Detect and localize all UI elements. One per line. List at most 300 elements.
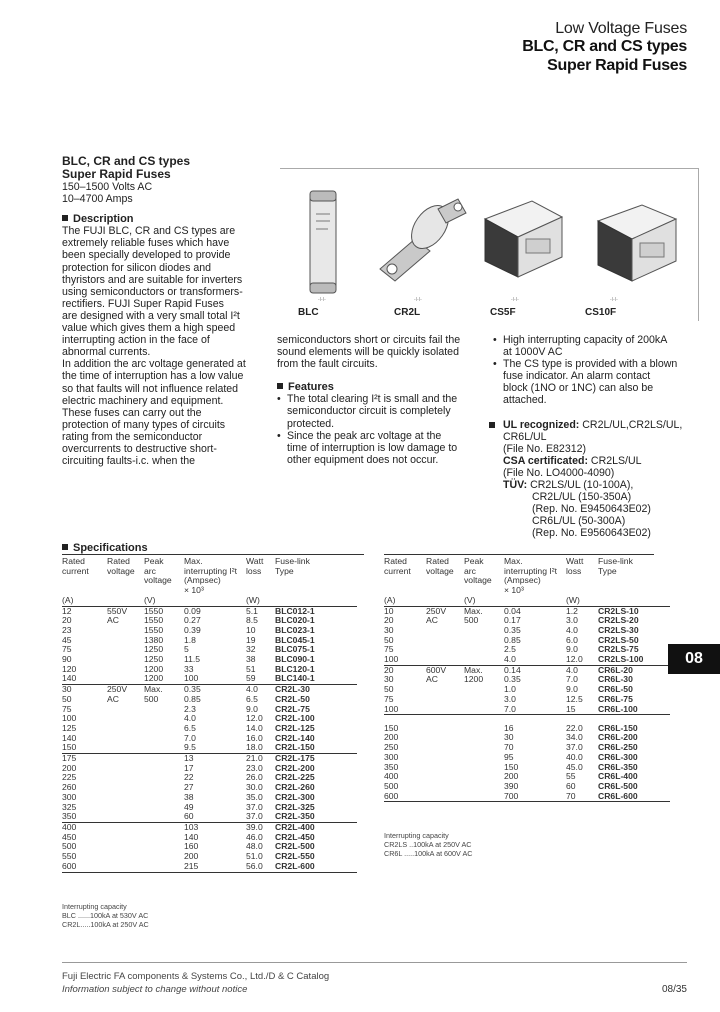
table-cell: Max.: [464, 664, 483, 675]
photo-label-cr2l: CR2L: [394, 307, 421, 318]
text-line: at 1000V AC: [503, 346, 563, 359]
square-bullet-icon: [62, 544, 68, 550]
text-line: • Since the peak arc voltage at the: [287, 429, 442, 442]
table-cell: 140: [62, 732, 77, 743]
table-row: [62, 862, 357, 872]
text-line: In addition the arc voltage generated at: [62, 358, 246, 371]
table-cell: 550: [62, 851, 77, 862]
table-cell: BLC020-1: [275, 615, 315, 626]
photo-label-blc: BLC: [298, 307, 319, 318]
table-cell: 160: [184, 841, 199, 852]
cs5f-fuse-image: [485, 201, 562, 277]
table-cell: 500: [384, 780, 399, 791]
table-cell: [426, 724, 464, 734]
text-line: (File No. E82312): [503, 442, 587, 455]
table-cell: [144, 852, 184, 862]
table-cell: CR2L-150: [275, 742, 315, 753]
table-cell: [107, 665, 144, 675]
table-cell: CR2L-350: [275, 811, 315, 822]
table-cell: [107, 705, 144, 715]
table-cell: 225: [62, 772, 77, 783]
table-cell: [426, 763, 464, 773]
table-cell: CR2LS-30: [598, 624, 639, 635]
table-cell: 0.04: [504, 605, 521, 616]
text-line: CR6L/UL (50-300A): [532, 515, 626, 528]
table-cell: 100: [384, 703, 399, 714]
table-cell: CR6L-350: [598, 761, 638, 772]
table-cell: 4.0: [246, 684, 258, 695]
certifications: [493, 419, 698, 540]
table-cell: BLC045-1: [275, 634, 315, 645]
text-line: electric machinery and equipment.: [62, 394, 224, 407]
table-cell: 200: [504, 771, 519, 782]
text-line: value which gives them a high speed: [62, 322, 236, 335]
table-cell: 35.0: [246, 791, 263, 802]
table-cell: 10: [246, 624, 256, 635]
table-cell: 6.5: [184, 722, 196, 733]
table-row: [62, 812, 357, 822]
table-cell: [464, 655, 504, 665]
text-line: thyristors and are suitable for inverters: [62, 273, 243, 286]
text-line: from the fault circuits.: [277, 358, 378, 371]
table-cell: 30: [62, 684, 72, 695]
header-title: BLC, CR and CS types: [522, 38, 687, 55]
square-bullet-icon: [277, 383, 283, 389]
bullet-item: [277, 430, 477, 466]
table-cell: 30.0: [246, 782, 263, 793]
table-cell: [464, 705, 504, 715]
table-cell: 12: [62, 605, 72, 616]
right-bullets: [493, 334, 698, 407]
table-cell: CR2L-75: [275, 703, 310, 714]
table-cell: 300: [62, 791, 77, 802]
table-cell: [107, 793, 144, 803]
table-cell: 500: [144, 693, 159, 704]
table-cell: 250V: [107, 684, 128, 695]
table-cell: 4.0: [566, 624, 578, 635]
table-cell: 51.0: [246, 851, 263, 862]
text-line: the time of interruption has a low value: [62, 370, 244, 383]
table-cell: 15: [566, 703, 576, 714]
text-line: • High interrupting capacity of 200kA: [503, 334, 668, 346]
table-cell: 450: [62, 831, 77, 842]
table-cell: 4.0: [184, 713, 196, 724]
table-cell: Max.: [464, 605, 483, 616]
table-cell: (W): [566, 594, 580, 605]
table-cell: [464, 782, 504, 792]
table-cell: 30: [384, 624, 394, 635]
intro-block: [62, 155, 267, 467]
table-cell: 50: [62, 693, 72, 704]
table-cell: 2.5: [504, 644, 516, 655]
table-cell: 0.09: [184, 605, 201, 616]
table-cell: 600V: [426, 664, 447, 675]
text-line: extremely reliable fuses which have: [62, 237, 230, 250]
table-cell: 6.0: [566, 634, 578, 645]
table-cell: 1.2: [566, 605, 578, 616]
table-cell: [426, 695, 464, 705]
section-tab: 08: [668, 644, 720, 674]
table-cell: [144, 714, 184, 724]
table-cell: [464, 733, 504, 743]
table-cell: 1550: [144, 624, 164, 635]
table-cell: 22: [184, 772, 194, 783]
table-cell: Watt loss: [246, 556, 264, 576]
text-line: sound elements will be quickly isolated: [277, 346, 459, 359]
text-line: using semiconductors or transformers-: [62, 285, 243, 298]
table-cell: CR2L-125: [275, 722, 315, 733]
table-cell: 20: [384, 664, 394, 675]
text-line: (Rep. No. E9450643E02): [532, 503, 651, 516]
table-cell: CR6L-20: [598, 664, 633, 675]
table-cell: [464, 743, 504, 753]
table-cell: 1250: [144, 654, 164, 665]
table-cell: 3.0: [504, 693, 516, 704]
table-cell: [426, 792, 464, 802]
table-cell: 1200: [144, 663, 164, 674]
csa-text: CR2LS/UL: [587, 454, 642, 467]
table-cell: CR2LS-50: [598, 634, 639, 645]
table-cell: [107, 783, 144, 793]
table-cell: 100: [384, 654, 399, 665]
table-cell: 45.0: [566, 761, 583, 772]
table-cell: [426, 772, 464, 782]
text-line: fuse indicator. An alarm contact: [503, 370, 651, 383]
photo-code-cr2l: -I-I-: [414, 297, 422, 303]
table-cell: CR2LS-100: [598, 654, 644, 665]
table-cell: 1.8: [184, 634, 196, 645]
table-cell: AC: [107, 693, 119, 704]
table-cell: [144, 842, 184, 852]
table-cell: 150: [384, 722, 399, 733]
table-cell: 140: [62, 673, 77, 684]
table-cell: [107, 842, 144, 852]
text-line: been specially developed to provide: [62, 249, 231, 262]
table-cell: [426, 626, 464, 636]
table-cell: [107, 764, 144, 774]
table-cell: CR2LS-10: [598, 605, 639, 616]
text-line: interrupting action in the face of: [62, 334, 210, 347]
text-line: are designed with a very small total I²t: [62, 309, 240, 322]
table-cell: 95: [504, 751, 514, 762]
table-cell: [144, 793, 184, 803]
table-cell: Rated voltage: [107, 556, 135, 576]
table-cell: 39.0: [246, 821, 263, 832]
intro-amps: 10–4700 Amps: [62, 193, 133, 206]
table-cell: [426, 645, 464, 655]
table-cell: 4.0: [504, 654, 516, 665]
table-cell: 9.0: [246, 703, 258, 714]
table-cell: 350: [384, 761, 399, 772]
table-cell: 12.5: [566, 693, 583, 704]
table-cell: [107, 655, 144, 665]
table-cell: [464, 636, 504, 646]
table-cell: 60: [184, 811, 194, 822]
tuv-details: [493, 491, 698, 539]
table-cell: [426, 743, 464, 753]
features-list: [277, 393, 477, 466]
table-cell: 0.39: [184, 624, 201, 635]
table-cell: [464, 695, 504, 705]
table-cell: 1200: [144, 673, 164, 684]
table-cell: 38: [184, 791, 194, 802]
table-cell: CR2LS-20: [598, 615, 639, 626]
table-cell: 13: [184, 753, 194, 764]
table-cell: [426, 685, 464, 695]
table-cell: 0.85: [504, 634, 521, 645]
table-cell: [426, 782, 464, 792]
table-cell: 17: [184, 762, 194, 773]
table-cell: 100: [184, 673, 199, 684]
table-cell: 49: [184, 801, 194, 812]
square-bullet-icon: [62, 215, 68, 221]
table-cell: CR6L-75: [598, 693, 633, 704]
header-subtitle: Super Rapid Fuses: [547, 57, 687, 74]
table-cell: [504, 596, 566, 606]
footer-rule: [62, 962, 687, 963]
table-cell: CR6L-50: [598, 684, 633, 695]
table-cell: 550V: [107, 605, 128, 616]
table-cell: 9.0: [566, 644, 578, 655]
table-cell: [107, 734, 144, 744]
text-line: rating from the semiconductor: [62, 430, 203, 443]
table-cell: 250: [384, 742, 399, 753]
table-cell: 10: [384, 605, 394, 616]
table-cell: 103: [184, 821, 199, 832]
text-line: semiconductors short or circuits fail the: [277, 334, 461, 346]
table-cell: 75: [384, 693, 394, 704]
table-cell: BLC140-1: [275, 673, 315, 684]
table-cell: [598, 596, 670, 606]
text-line: (File No. LO4000-4090): [503, 466, 615, 479]
table-cell: Max. interrupting I²t (Ampsec) × 10³: [184, 556, 238, 596]
table-cell: 6.5: [246, 693, 258, 704]
table-row: [62, 743, 357, 753]
table-cell: (A): [62, 594, 74, 605]
table-cell: 34.0: [566, 732, 583, 743]
table-cell: 20: [62, 615, 72, 626]
table-cell: [426, 596, 464, 606]
table-cell: 4.0: [566, 664, 578, 675]
table-cell: 50: [384, 634, 394, 645]
table-units-row: [384, 596, 670, 606]
table-cell: AC: [426, 615, 438, 626]
table-cell: CR2LS-75: [598, 644, 639, 655]
table-header-row: [384, 557, 670, 596]
table-cell: [426, 705, 464, 715]
table-row: [384, 705, 670, 715]
table-cell: 1200: [464, 674, 484, 685]
blc-fuse-image: [310, 191, 336, 293]
note-line: CR2LS ..100kA at 250V AC: [384, 840, 472, 849]
table-cell: CR2L-200: [275, 762, 315, 773]
table-cell: 250V: [426, 605, 447, 616]
table-cell: 300: [384, 751, 399, 762]
description-paragraph-3: [277, 334, 477, 370]
table-cell: BLC090-1: [275, 654, 315, 665]
table-cell: CR6L-400: [598, 771, 638, 782]
table-cell: 1550: [144, 605, 164, 616]
table-cell: CR6L-250: [598, 742, 638, 753]
table-cell: AC: [426, 674, 438, 685]
footer-company: Fuji Electric FA components & Systems Co., Ltd./D & C Catalog: [62, 971, 330, 982]
table-cell: 1380: [144, 634, 164, 645]
table-cell: 200: [184, 851, 199, 862]
table-cell: BLC120-1: [275, 663, 315, 674]
table-cell: [144, 833, 184, 843]
table-cell: 55: [566, 771, 576, 782]
table-cell: 46.0: [246, 831, 263, 842]
table-cell: 11.5: [184, 654, 201, 665]
cr2l-fuse-image: [380, 199, 466, 281]
table-cell: [144, 812, 184, 822]
text-line: These fuses can carry out the: [62, 406, 202, 419]
table-cell: 50: [384, 684, 394, 695]
tuv-text: CR2LS/UL (10-100A),: [527, 479, 634, 492]
spec-rule-left: [62, 554, 364, 555]
table-cell: 175: [62, 753, 77, 764]
table-cell: 70: [566, 790, 576, 801]
table-cell: 38: [246, 654, 256, 665]
table-cell: AC: [107, 615, 119, 626]
table-cell: [107, 714, 144, 724]
table-cell: [107, 754, 144, 764]
table-cell: 16: [504, 722, 514, 733]
photo-code-blc: -I-I-: [318, 297, 326, 303]
table-cell: [107, 596, 144, 606]
table-cell: [464, 772, 504, 782]
table-cell: 75: [62, 644, 72, 655]
table-cell: 19: [246, 634, 256, 645]
table-cell: 0.27: [184, 615, 201, 626]
ul-details: [493, 431, 698, 455]
table-cell: [464, 724, 504, 734]
table-cell: 30: [504, 732, 514, 743]
table-cell: 33: [184, 663, 194, 674]
table-cell: CR2L-260: [275, 782, 315, 793]
table-cell: CR6L-600: [598, 790, 638, 801]
table-cell: [275, 596, 357, 606]
table-cell: CR2L-140: [275, 732, 315, 743]
table-cell: 51: [246, 663, 256, 674]
table-cell: 150: [504, 761, 519, 772]
note-line: Interrupting capacity: [62, 902, 127, 911]
table-cell: Max.: [144, 684, 163, 695]
text-line: CR6L/UL: [503, 430, 547, 443]
middle-column: [277, 334, 477, 466]
table-cell: 260: [62, 782, 77, 793]
table-cell: 5: [184, 644, 189, 655]
table-cell: 5.1: [246, 605, 258, 616]
text-line: • The CS type is provided with a blown: [503, 358, 678, 371]
table-header-row: [62, 557, 357, 596]
table-cell: CR2L-325: [275, 801, 315, 812]
ul-label: UL recognized:: [503, 418, 580, 431]
table-cell: CR2L-50: [275, 693, 310, 704]
table-cell: CR6L-30: [598, 674, 633, 685]
table-cell: (A): [384, 594, 396, 605]
table-cell: [107, 645, 144, 655]
table-cell: 600: [62, 860, 77, 871]
table-cell: Peak arc voltage: [464, 556, 492, 586]
note-line: CR2L.....100kA at 250V AC: [62, 920, 149, 929]
note-line: CR6L .....100kA at 600V AC: [384, 849, 473, 858]
table-cell: 20: [384, 615, 394, 626]
table-cell: CR2L-30: [275, 684, 310, 695]
table-cell: (V): [464, 594, 476, 605]
header-category: Low Voltage Fuses: [555, 20, 687, 37]
right-column: [493, 334, 698, 540]
table-cell: 100: [62, 713, 77, 724]
table-row: [62, 695, 357, 705]
table-cell: 27: [184, 782, 194, 793]
table-cell: [107, 852, 144, 862]
text-line: protected.: [287, 417, 335, 430]
table-cell: [144, 734, 184, 744]
table-cell: [464, 715, 504, 724]
table-cell: 59: [246, 673, 256, 684]
bullet-item: [493, 334, 698, 358]
table-cell: [107, 724, 144, 734]
text-line: • The total clearing I²t is small and the: [287, 393, 458, 406]
table-cell: [107, 743, 144, 753]
description-paragraph-2: [62, 358, 267, 467]
table-cell: [464, 753, 504, 763]
table-cell: 22.0: [566, 722, 583, 733]
table-cell: Rated current: [384, 556, 411, 576]
table-units-row: [62, 596, 357, 606]
spec-table-right: [384, 557, 670, 802]
table-cell: 37.0: [246, 801, 263, 812]
table-cell: Rated voltage: [426, 556, 454, 576]
table-cell: [144, 705, 184, 715]
note-line: Interrupting capacity: [384, 831, 449, 840]
table-cell: 7.0: [184, 732, 196, 743]
table-cell: [144, 764, 184, 774]
table-cell: [426, 753, 464, 763]
text-line: semiconductor circuit is completely: [287, 405, 451, 418]
table-cell: Max. interrupting I²t (Ampsec) × 10³: [504, 556, 558, 596]
photo-code-cs5f: -I-I-: [511, 297, 519, 303]
table-cell: [464, 645, 504, 655]
table-cell: [464, 685, 504, 695]
table-cell: [144, 743, 184, 753]
table-cell: 700: [504, 790, 519, 801]
table-row: [384, 655, 670, 665]
text-line: (Rep. No. E9560643E02): [532, 527, 651, 540]
specifications-heading: Specifications: [62, 542, 148, 554]
table-cell: 1550: [144, 615, 164, 626]
table-cell: 70: [504, 742, 514, 753]
table-cell: 9.0: [566, 684, 578, 695]
table-cell: 0.85: [184, 693, 201, 704]
bullet-item: [493, 358, 698, 406]
table-cell: 0.35: [184, 684, 201, 695]
table-cell: [107, 626, 144, 636]
table-cell: CR2L-400: [275, 821, 315, 832]
bullet-item: [277, 393, 477, 429]
table-cell: 0.35: [504, 624, 521, 635]
text-line: time of interruption is low damage to: [287, 441, 458, 454]
table-cell: CR6L-200: [598, 732, 638, 743]
table-cell: 400: [62, 821, 77, 832]
table-cell: 7.0: [504, 703, 516, 714]
table-cell: 32: [246, 644, 256, 655]
table-cell: [464, 763, 504, 773]
intro-voltage: 150–1500 Volts AC: [62, 181, 153, 193]
table-cell: 37.0: [566, 742, 583, 753]
table-cell: 90: [62, 654, 72, 665]
